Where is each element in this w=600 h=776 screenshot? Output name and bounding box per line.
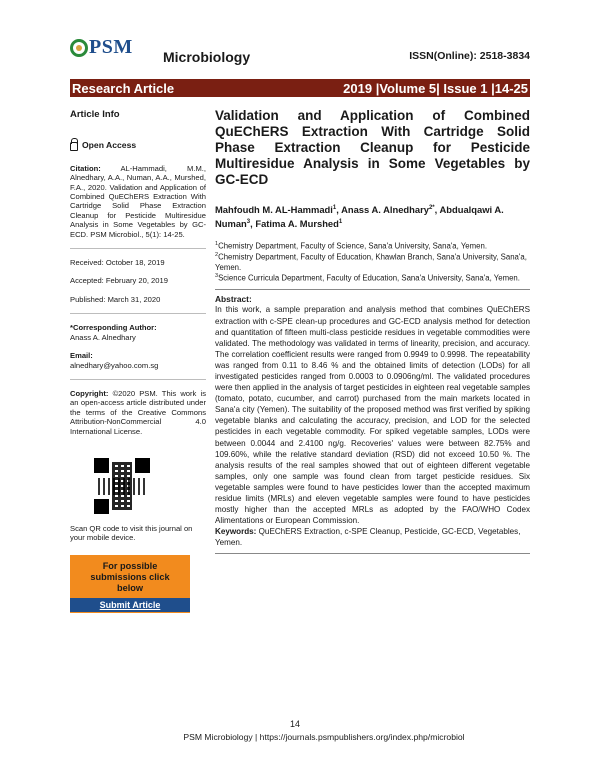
affiliation [215,240,530,251]
author-name: Anass A. Alnedhary [341,204,429,216]
divider [70,313,206,314]
affiliations [215,240,530,283]
affiliation-sup: 3 [215,273,219,280]
copyright-label: Copyright: [70,388,109,398]
keywords-label: Keywords: [215,527,257,537]
submission-box [70,555,190,613]
issue-info: 2019 |Volume 5| Issue 1 |14-25 [343,80,528,96]
article-main-column [215,108,530,554]
article-info-column [70,110,206,613]
author-name: Fatima A. Murshed [255,218,339,230]
qr-code-icon[interactable] [94,458,150,514]
keywords [215,526,530,548]
copyright [70,389,206,436]
accepted-date: Accepted: February 20, 2019 [70,276,168,286]
author-name: Abdualqawi A. Numan [215,204,504,230]
qr-section [70,458,206,543]
journal-header [70,36,530,76]
corresponding-author-label: *Corresponding Author: [70,323,157,333]
abstract-heading: Abstract: [215,294,252,305]
article-info-heading: Article Info [70,109,120,120]
corresponding-author-name: Anass A. Alnedhary [70,332,136,342]
article-title: Validation and Application of Combined QuEChERS Extraction With Cartridge Solid Phase Extraction Cleanup for Pesticide Multiresidue Analysis in Some Vegetables by GC-ECD [215,108,530,187]
divider [70,379,206,380]
open-access-label [70,141,206,150]
abstract-text: In this work, a sample preparation and analysis method that combines QuEChERS extraction with c-SPE clean-up procedures and GC-ECD analysis method for detection and quantitation of fifteen multi-class pesticide residues in vegetable commodities were validated. The methodology was validated in terms of linearity, precision, and accuracy. The correlation coefficient results were ranged from 0.9949 to 0.9998. The repeatability was ranged from 0.11 to 8.46 % and the obtained limits of detection (LODs) for all investigated pesticides ranged from 0.0003 to 0.0906ng/ml. The validated procedures were then applied in the analysis of target pesticides in eighteen real vegetable samples (tomato, potato, cucumber, and carrot) purchased from the main markets located in Sana'a city (Yemen). The suitability of the proposed method was first verified by spiking vegetable blanks and calculating the accuracy, precision, and LOD for the selected pesticides in each vegetable commodity. For spiked vegetable samples, LODs were between 0.0044 and 2.4100 ng/g. Recoveries' values were between 82.75% and 109.60%, while the relative standard deviation (RSD) did not exceed 10.50 %. The analysis results of the real samples showed that out of eighteen different vegetable samples, only one sample was found clean from target pesticide residues. Six vegetable samples were found to have pesticides lower than the accepted maximum residue limits (MRLs) and eleven vegetable samples were found to have pesticides mostly higher than the accepted MRLs as adopted by the FAO/WHO Codex Alimentations or European Commission. [215,305,530,526]
submission-line-1: For possible [102,560,158,571]
received-date: Received: October 18, 2019 [70,258,165,268]
author-name: Mahfoudh M. AL-Hammadi [215,204,333,216]
author-list: Mahfoudh M. AL-Hammadi$^1$, Anass A. Alnedhary$^{2*}$, Abdualqawi A. Numan$^3$, Fatima A. Murshed$^1$ [215,204,504,230]
issn: ISSN(Online): 2518-3834 [409,50,530,62]
journal-name: Microbiology [163,49,251,65]
author-sup: 2* [428,205,435,211]
author-sup: 3 [246,219,251,226]
affiliation [215,251,530,272]
open-access-text: Open Access [82,140,137,151]
submission-prompt [70,555,190,594]
article-type: Research Article [72,80,175,96]
psm-logo-icon [70,39,88,57]
affiliation-text: Science Curricula Department, Faculty of Education, Sana'a University, Sana'a, Yemen. [218,273,520,283]
submission-line-3: below [116,582,144,593]
author-sup: 1 [332,205,337,211]
published-date: Published: March 31, 2020 [70,294,161,304]
affiliation-sup: 2 [215,252,219,259]
affiliation-text: Chemistry Department, Faculty of Education, Khawlan Branch, Sana'a University, Sana'a, Yemen. [215,253,527,272]
page-number: 14 [290,719,301,729]
logo-text: PSM [89,36,133,58]
abstract-box [215,289,530,554]
scan-text: Scan QR code to visit this journal on your mobile device. [70,523,193,543]
author-sup: 1 [338,219,343,226]
citation [70,164,206,239]
affiliation-sup: 1 [215,241,219,248]
citation-text: AL-Hammadi, M.M., Alnedhary, A.A., Numan, A.A., Murshed, F.A., 2020. Validation and Application of Combined QuEChERS Extraction With Cartridge Solid Phase Extraction Cleanup for Pesticide Multiresidue Analysis in Some Vegetables by GC-ECD. PSM Microbiol., 5(1): 14-25. [70,163,206,239]
lock-open-icon [70,142,78,151]
article-banner [70,79,530,97]
copyright-text: ©2020 PSM. This work is an open-access article distributed under the terms of the Creative Commons Attribution-NonCommercial 4.0 International License. [70,388,206,436]
email-link[interactable]: alnedhary@yahoo.com.sg [70,360,159,370]
psm-logo[interactable] [70,36,133,59]
footer-text[interactable]: PSM Microbiology | https://journals.psmpublishers.org/index.php/microbiol [183,732,465,742]
citation-label: Citation: [70,163,101,173]
divider [70,248,206,249]
affiliation [215,272,530,283]
keywords-text: QuEChERS Extraction, c-SPE Cleanup, Pesticide, GC-ECD, Vegetables, Yemen. [215,527,521,548]
page-footer [0,732,600,742]
submit-article-button[interactable]: Submit Article [70,598,190,612]
submission-line-2: submissions click [90,571,170,582]
affiliation-text: Chemistry Department, Faculty of Science, Sana'a University, Sana'a, Yemen. [218,241,487,251]
email-label: Email: [70,351,93,361]
